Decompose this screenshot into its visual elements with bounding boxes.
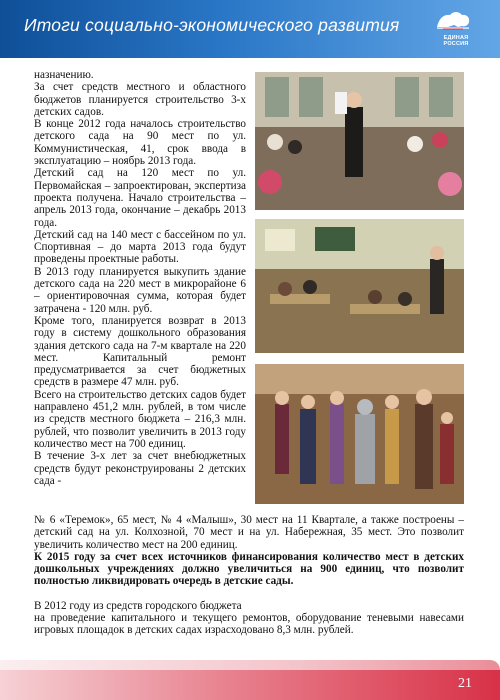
footer-stripe (0, 660, 500, 670)
header-banner (0, 0, 500, 58)
paragraph: Кроме того, планируется возврат в 2013 году в систему дошкольного образования здания детского сада на 7-м квартале на 220 мест. Капитальный ремонт предусматривается за счет бюджетных средств в размере 47 млн. руб. (34, 314, 246, 389)
footer-bar (0, 670, 500, 700)
left-text-column (34, 69, 246, 487)
paragraph: В конце 2012 года началось строительство детского сада на 90 мест по ул. Коммунистическая, 41, срок ввода в эксплуатацию – ноябрь 2013 года. (34, 118, 246, 168)
paragraph-continuation: № 6 «Теремок», 65 мест, № 4 «Малыш», 30 мест на 11 Квартале, а также построены – детский сад на ул. Колхозной, 70 мест и на ул. Набережная, 35 мест. Это позволит увеличить количество мест на 200 единиц. (34, 514, 464, 551)
full-width-text (34, 514, 464, 637)
paragraph-budget-line: В 2012 году из средств городского бюджета (34, 599, 242, 612)
logo-text-2: РОССИЯ (443, 41, 469, 47)
bear-emblem-icon (434, 8, 472, 30)
performance-scene-icon (255, 364, 464, 504)
paragraph: Детский сад на 120 мест по ул. Первомайская – запроектирован, экспертиза проекта получена. Начало строительства – апрель 2013 года, окончание – декабрь 2013 года. (34, 167, 246, 229)
paragraph-bold-summary: К 2015 году за счет всех источников финансирования количество мест в детских дошкольных учреждениях должно увеличиться на 900 единиц, что позволит полностью ликвидировать очередь в детские сады. (34, 550, 464, 588)
photo-ceremony (255, 72, 464, 210)
logo-text-1: ЕДИНАЯ (443, 35, 469, 41)
paragraph: За счет средств местного и областного бюджетов планируется строительство 3-х детских садов. (34, 81, 246, 118)
classroom-scene-icon (255, 219, 464, 353)
paragraph: В 2013 году планируется выкупить здание детского сада на 220 мест в микрорайоне 6 – ориентировочная сумма, которая будет затрачена - 120 млн. руб. (34, 265, 246, 315)
paragraph: Детский сад на 140 мест с бассейном по ул. Спортивная – до марта 2013 года будут проведены проектные работы. (34, 228, 246, 266)
page-title: Итоги социально-экономического развития (24, 15, 400, 35)
paragraph: В течение 3-х лет за счет внебюджетных средств будут реконструированы 2 детских сада - (34, 450, 246, 487)
paragraph-budget-detail: на проведение капитального и текущего ремонтов, оборудование теневыми навесами игровых площадок в детских садах израсходовано 8,3 млн. рублей. (34, 612, 464, 637)
photo-classroom (255, 219, 464, 353)
paragraph: назначению. (34, 69, 94, 81)
ceremony-scene-icon (255, 72, 464, 210)
page-number: 21 (458, 676, 472, 691)
party-logo (434, 8, 478, 52)
paragraph: Всего на строительство детских садов будет направлено 451,2 млн. рублей, в том числе из средств местного бюджета – 216,3 млн. рублей, что позволит увеличить в 2013 году количество мест на 700 единиц. (34, 388, 246, 450)
photo-performance (255, 364, 464, 504)
